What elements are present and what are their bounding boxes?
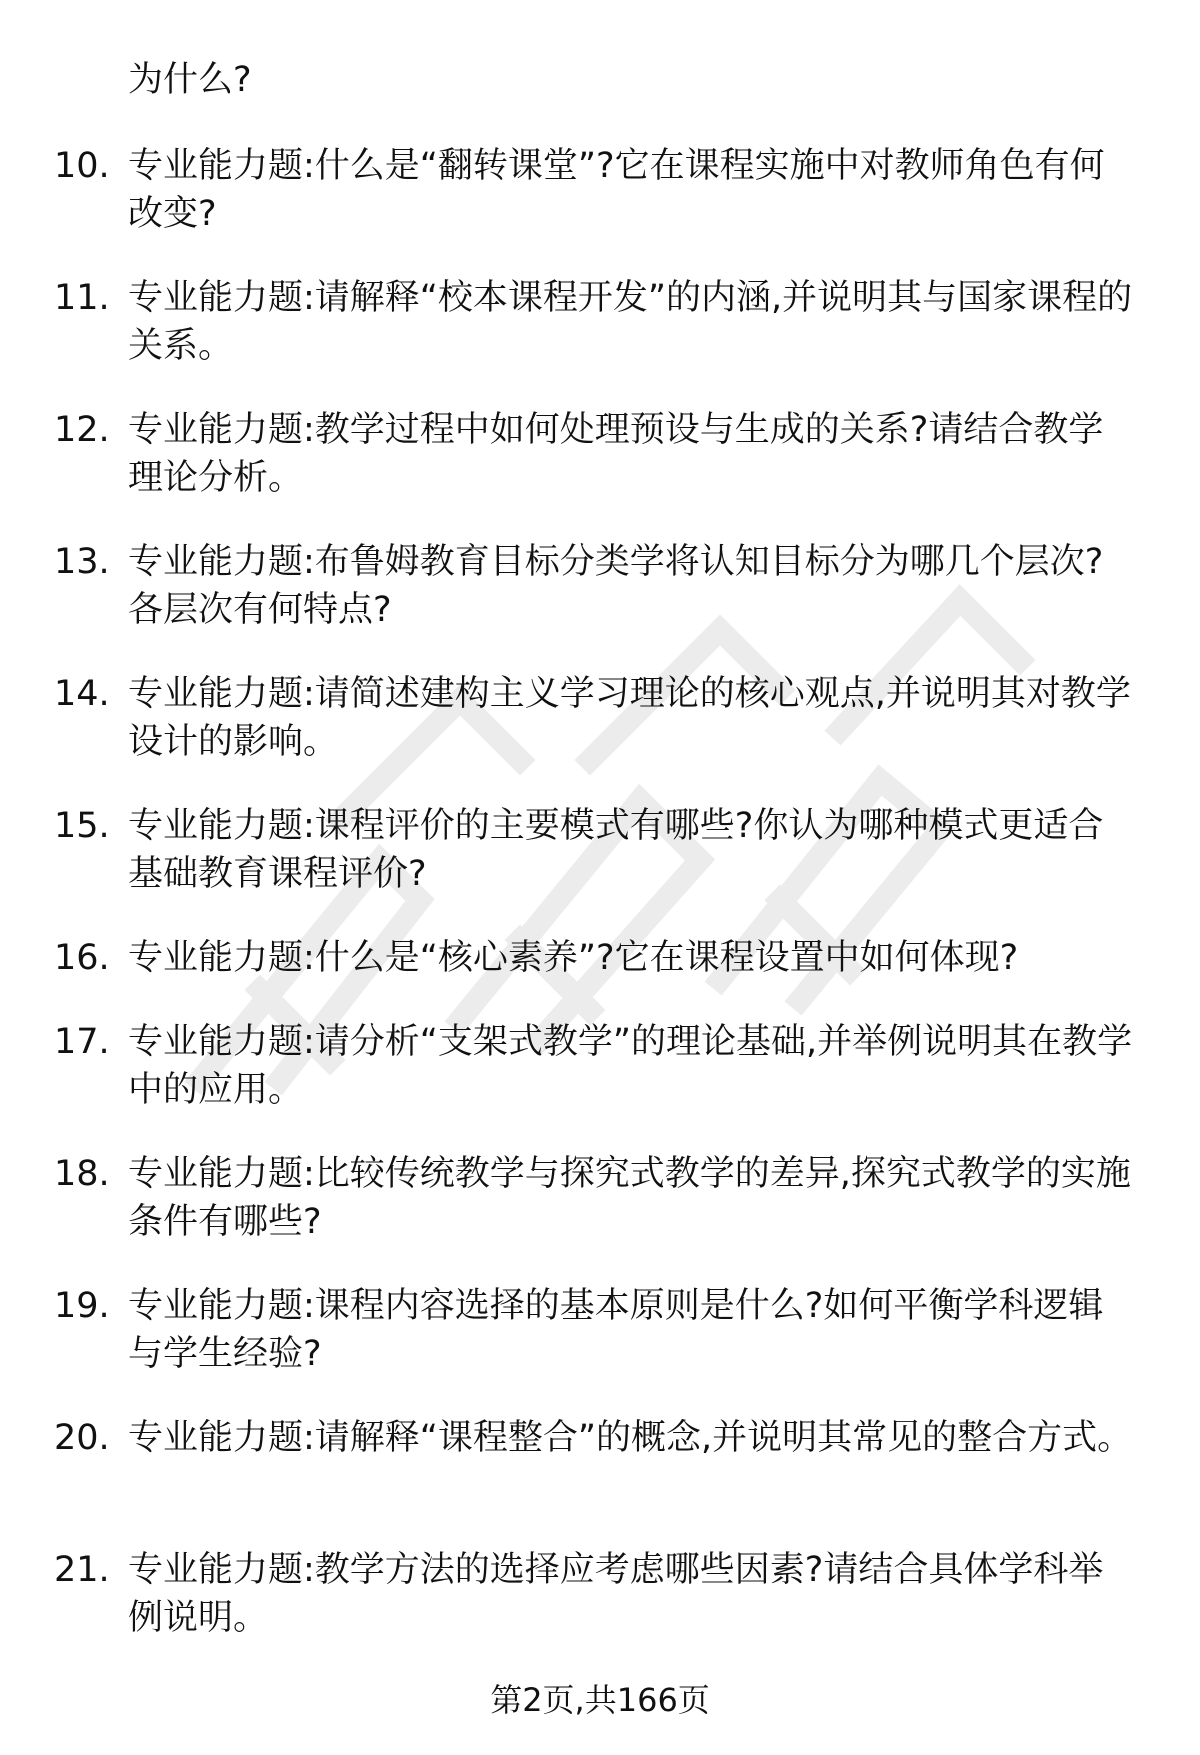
question-text: 专业能力题:什么是“翻转课堂”?它在课程实施中对教师角色有何改变? [128,146,1105,234]
question-text: 专业能力题:教学方法的选择应考虑哪些因素?请结合具体学科举例说明。 [128,1550,1104,1638]
question-number: 18. [54,1154,110,1194]
question-number: 21. [54,1550,110,1590]
question-text: 专业能力题:课程评价的主要模式有哪些?你认为哪种模式更适合基础教育课程评价? [128,806,1104,894]
question-item-19 [0,1282,1200,1378]
question-item-14 [0,670,1200,766]
question-number: 19. [54,1286,110,1326]
question-item-13 [0,538,1200,634]
question-item-20 [0,1414,1200,1510]
question-item-21 [0,1546,1200,1642]
question-item-18 [0,1150,1200,1246]
question-item-10 [0,142,1200,238]
question-list [0,142,1200,1678]
question-text: 专业能力题:请解释“课程整合”的概念,并说明其常见的整合方式。 [128,1418,1133,1458]
question-number: 13. [54,542,110,582]
question-item-12 [0,406,1200,502]
question-number: 17. [54,1022,110,1062]
question-item-17 [0,1018,1200,1114]
question-text: 专业能力题:比较传统教学与探究式教学的差异,探究式教学的实施条件有哪些? [128,1154,1131,1242]
question-item-16 [0,934,1200,982]
continuation-text: 为什么? [128,60,252,100]
question-text: 专业能力题:请简述建构主义学习理论的核心观点,并说明其对教学设计的影响。 [128,674,1131,762]
question-item-11 [0,274,1200,370]
question-text: 专业能力题:课程内容选择的基本原则是什么?如何平衡学科逻辑与学生经验? [128,1286,1104,1374]
question-number: 16. [54,938,110,978]
question-text: 专业能力题:什么是“核心素养”?它在课程设置中如何体现? [128,938,1019,978]
page-footer: 第2页,共166页 [490,1681,710,1719]
question-number: 10. [54,146,110,186]
question-text: 专业能力题:请解释“校本课程开发”的内涵,并说明其与国家课程的关系。 [128,278,1133,366]
question-text: 专业能力题:布鲁姆教育目标分类学将认知目标分为哪几个层次?各层次有何特点? [128,542,1104,630]
question-number: 15. [54,806,110,846]
question-number: 12. [54,410,110,450]
question-number: 20. [54,1418,110,1458]
question-item-15 [0,802,1200,898]
question-text: 专业能力题:教学过程中如何处理预设与生成的关系?请结合教学理论分析。 [128,410,1104,498]
question-number: 11. [54,278,110,318]
question-text: 专业能力题:请分析“支架式教学”的理论基础,并举例说明其在教学中的应用。 [128,1022,1133,1110]
question-number: 14. [54,674,110,714]
